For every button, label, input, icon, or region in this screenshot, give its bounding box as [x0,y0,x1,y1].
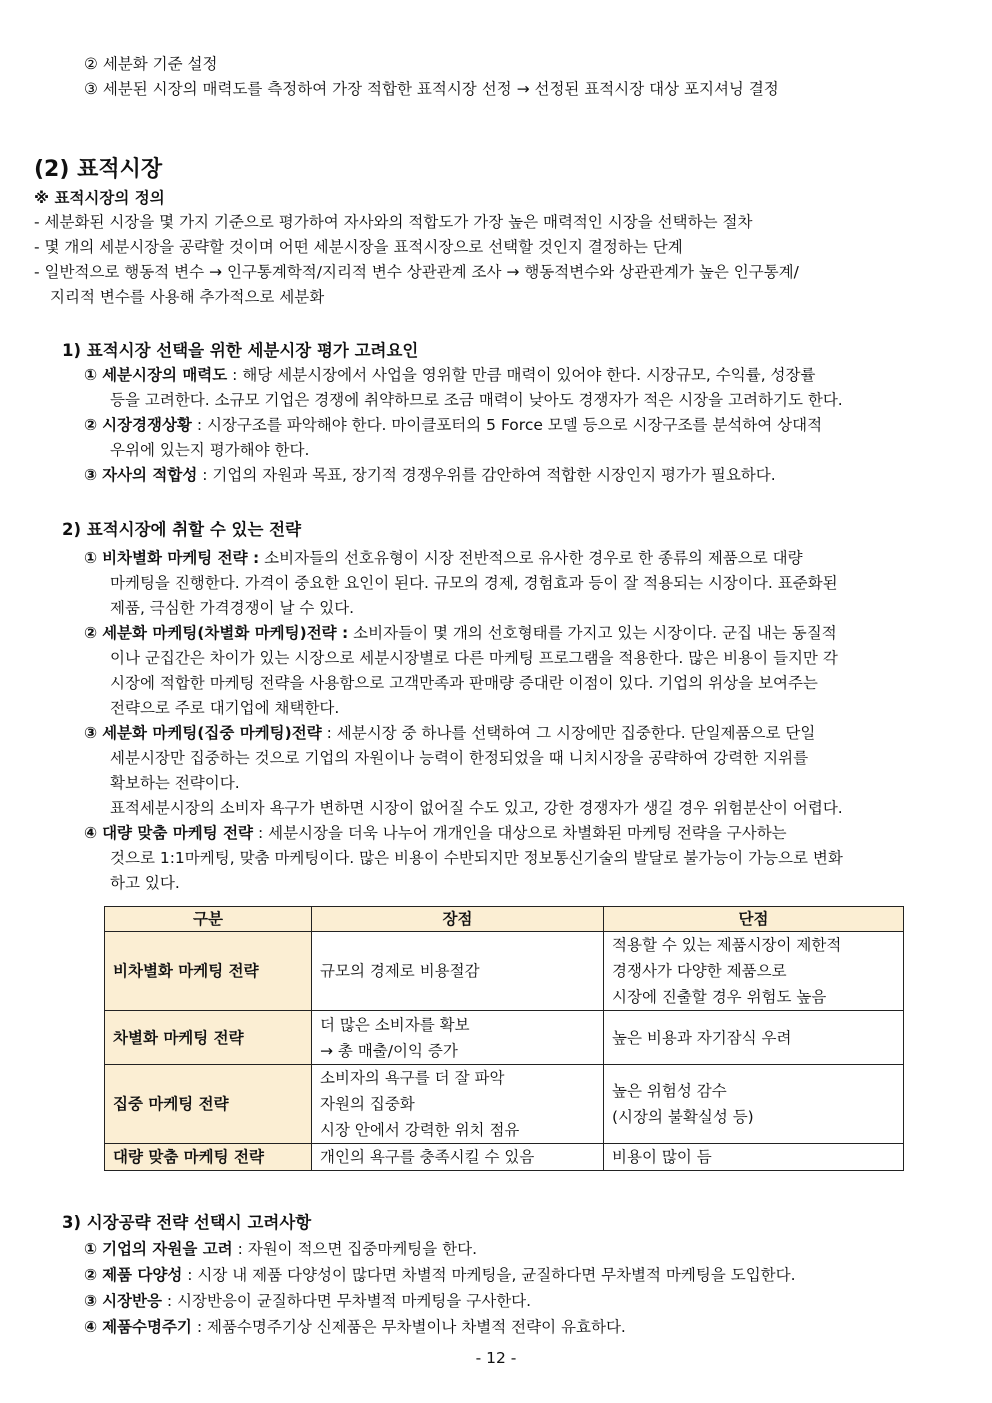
cell-line: 시장에 진출할 경우 위험도 높음 [612,988,827,1006]
s3-item-4-head: 제품수명주기 [102,1318,192,1336]
subsection-2-title: 2) 표적시장에 취할 수 있는 전략 [62,520,302,539]
section-title: (2) 표적시장 [34,157,163,182]
cell-line: (시장의 불확실성 등) [612,1108,754,1126]
table-header: 단점 [604,907,904,932]
s1-item-1 [84,364,815,386]
s1-item-1-cont: 등을 고려한다. 소규모 기업은 경쟁에 취약하므로 조금 매력이 낮아도 경쟁자가 적은 시장을 고려하기도 한다. [110,391,843,409]
s2-item-2-text: 소비자들이 몇 개의 선호형태를 가지고 있는 시장이다. 군집 내는 동질적 [348,624,837,642]
definition-line-1: - 세분화된 시장을 몇 가지 기준으로 평가하여 자사와의 적합도가 가장 높은 매력적인 시장을 선택하는 절차 [34,213,753,231]
s1-item-1-head: 세분시장의 매력도 [102,366,228,384]
cell-line: 규모의 경제로 비용절감 [320,962,480,980]
s2-item-3-cont-3: 표적세분시장의 소비자 욕구가 변하면 시장이 없어질 수도 있고, 강한 경쟁자가 생길 경우 위험분산이 어렵다. [110,799,843,817]
s2-item-4-cont-2: 하고 있다. [110,874,180,892]
s1-item-2-num: ② [84,416,98,434]
s1-item-2-text: : 시장구조를 파악해야 한다. 마이클포터의 5 Force 모델 등으로 시장구조를 분석하여 상대적 [191,416,823,434]
row-header: 대량 맞춤 마케팅 전략 [105,1144,312,1171]
s3-item-3-text: : 시장반응이 균질하다면 무차별적 마케팅을 구사한다. [161,1292,532,1310]
table-row [105,1065,904,1144]
pros-cell [312,932,604,1011]
s2-item-1-cont-1: 마케팅을 진행한다. 가격이 중요한 요인이 된다. 규모의 경제, 경험효과 등이 잘 적용되는 시장이다. 표준화된 [110,574,838,592]
cell-line: 적용할 수 있는 제품시장이 제한적 [612,936,842,954]
s2-item-2 [84,622,837,644]
s1-item-1-num: ① [84,366,98,384]
s1-item-1-text: : 해당 세분시장에서 사업을 영위할 만큼 매력이 있어야 한다. 시장규모, 수익률, 성장률 [227,366,816,384]
top-item-3: ③ 세분된 시장의 매력도를 측정하여 가장 적합한 표적시장 선정 → 선정된 표적시장 대상 포지셔닝 결정 [84,80,779,98]
s3-item-3 [84,1290,531,1312]
cons-cell [604,932,904,1011]
s2-item-4-head: 대량 맞춤 마케팅 전략 [102,824,254,842]
s2-item-2-cont-2: 시장에 적합한 마케팅 전략을 사용함으로 고객만족과 판매량 증대란 이점이 있다. 기업의 위상을 보여주는 [110,674,818,692]
s1-item-3-head: 자사의 적합성 [102,466,198,484]
cell-line: 높은 비용과 자기잠식 우려 [612,1028,792,1047]
cell-line: 경쟁사가 다양한 제품으로 [612,962,787,980]
s1-item-3 [84,464,776,486]
cell-line: 시장 안에서 강력한 위치 점유 [320,1121,520,1139]
s2-item-4-num: ④ [84,824,98,842]
cons-cell [604,1144,904,1171]
table-row [105,932,904,1011]
cell-line: 자원의 집중화 [320,1095,415,1113]
cell-line: 개인의 욕구를 충족시킬 수 있음 [320,1148,535,1166]
s2-item-1-text: 소비자들의 선호유형이 시장 전반적으로 유사한 경우로 한 종류의 제품으로 대량 [259,549,803,567]
s2-item-4 [84,822,787,844]
s3-item-4-num: ④ [84,1318,98,1336]
s3-item-2-head: 제품 다양성 [102,1266,183,1284]
s3-item-1-text: : 자원이 적으면 집중마케팅을 한다. [232,1240,478,1258]
s3-item-4 [84,1316,626,1338]
s2-item-2-num: ② [84,624,98,642]
top-item-2: ② 세분화 기준 설정 [84,55,218,73]
s3-item-2 [84,1264,796,1286]
pros-cell [312,1065,604,1144]
s3-item-2-num: ② [84,1266,98,1284]
table-header: 장점 [312,907,604,932]
s2-item-3-num: ③ [84,724,98,742]
pros-cell [312,1011,604,1065]
s2-item-3-head: 세분화 마케팅(집중 마케팅)전략 [102,724,322,742]
s1-item-2-cont: 우위에 있는지 평가해야 한다. [110,441,310,459]
s1-item-2 [84,414,822,436]
cons-cell [604,1065,904,1144]
page-number: - 12 - [475,1349,517,1367]
s2-item-2-cont-3: 전략으로 주로 대기업에 채택한다. [110,699,340,717]
definition-line-3a: - 일반적으로 행동적 변수 → 인구통계학적/지리적 변수 상관관계 조사 → 행동적변수와 상관관계가 높은 인구통계/ [34,263,799,281]
s3-item-3-head: 시장반응 [102,1292,162,1310]
cell-line: 더 많은 소비자를 확보 [320,1015,470,1034]
s2-item-3 [84,722,815,744]
s1-item-3-text: : 기업의 자원과 목표, 장기적 경쟁우위를 감안하여 적합한 시장인지 평가가 필요하다. [197,466,776,484]
s1-item-3-num: ③ [84,466,98,484]
cell-line: 높은 위험성 감수 [612,1082,727,1100]
cell-line: 비용이 많이 듬 [612,1148,712,1166]
row-header: 집중 마케팅 전략 [105,1065,312,1144]
row-header: 차별화 마케팅 전략 [105,1011,312,1065]
row-header: 비차별화 마케팅 전략 [105,932,312,1011]
s2-item-1 [84,547,803,569]
strategy-comparison-table [104,906,904,1171]
definition-title: ※ 표적시장의 정의 [34,189,165,207]
s3-item-2-text: : 시장 내 제품 다양성이 많다면 차별적 마케팅을, 균질하다면 무차별적 마케팅을 도입한다. [182,1266,796,1284]
table-row [105,1144,904,1171]
s2-item-4-cont-1: 것으로 1:1마케팅, 맞춤 마케팅이다. 많은 비용이 수반되지만 정보통신기술의 발달로 불가능이 가능으로 변화 [110,849,843,867]
table-header: 구분 [105,907,312,932]
table-header-row [105,907,904,932]
s3-item-1-head: 기업의 자원을 고려 [102,1240,233,1258]
s2-item-3-cont-2: 확보하는 전략이다. [110,774,240,792]
subsection-1-title: 1) 표적시장 선택을 위한 세분시장 평가 고려요인 [62,341,419,360]
s2-item-1-head: 비차별화 마케팅 전략 : [102,549,260,567]
definition-line-3b: 지리적 변수를 사용해 추가적으로 세분화 [50,288,325,306]
s2-item-3-cont-1: 세분시장만 집중하는 것으로 기업의 자원이나 능력이 한정되었을 때 니치시장을 공략하여 강력한 지위를 [110,749,809,767]
s2-item-2-cont-1: 이나 군집간은 차이가 있는 시장으로 세분시장별로 다른 마케팅 프로그램을 적용한다. 많은 비용이 들지만 각 [110,649,838,667]
s2-item-1-cont-2: 제품, 극심한 가격경쟁이 날 수 있다. [110,599,355,617]
cons-cell [604,1011,904,1065]
definition-line-2: - 몇 개의 세분시장을 공략할 것이며 어떤 세분시장을 표적시장으로 선택할 것인지 결정하는 단계 [34,238,683,256]
s2-item-3-text: : 세분시장 중 하나를 선택하여 그 시장에만 집중한다. 단일제품으로 단일 [321,724,816,742]
s2-item-1-num: ① [84,549,98,567]
s3-item-4-text: : 제품수명주기상 신제품은 무차별이나 차별적 전략이 유효하다. [191,1318,626,1336]
pros-cell [312,1144,604,1171]
s3-item-1 [84,1238,477,1260]
s1-item-2-head: 시장경쟁상황 [102,416,192,434]
s2-item-2-head: 세분화 마케팅(차별화 마케팅)전략 : [102,624,349,642]
s3-item-1-num: ① [84,1240,98,1258]
cell-line: → 총 매출/이익 증가 [320,1041,458,1060]
s3-item-3-num: ③ [84,1292,98,1310]
subsection-3-title: 3) 시장공략 전략 선택시 고려사항 [62,1213,312,1232]
cell-line: 소비자의 욕구를 더 잘 파악 [320,1069,505,1087]
table-row [105,1011,904,1065]
s2-item-4-text: : 세분시장을 더욱 나누어 개개인을 대상으로 차별화된 마케팅 전략을 구사하는 [253,824,787,842]
